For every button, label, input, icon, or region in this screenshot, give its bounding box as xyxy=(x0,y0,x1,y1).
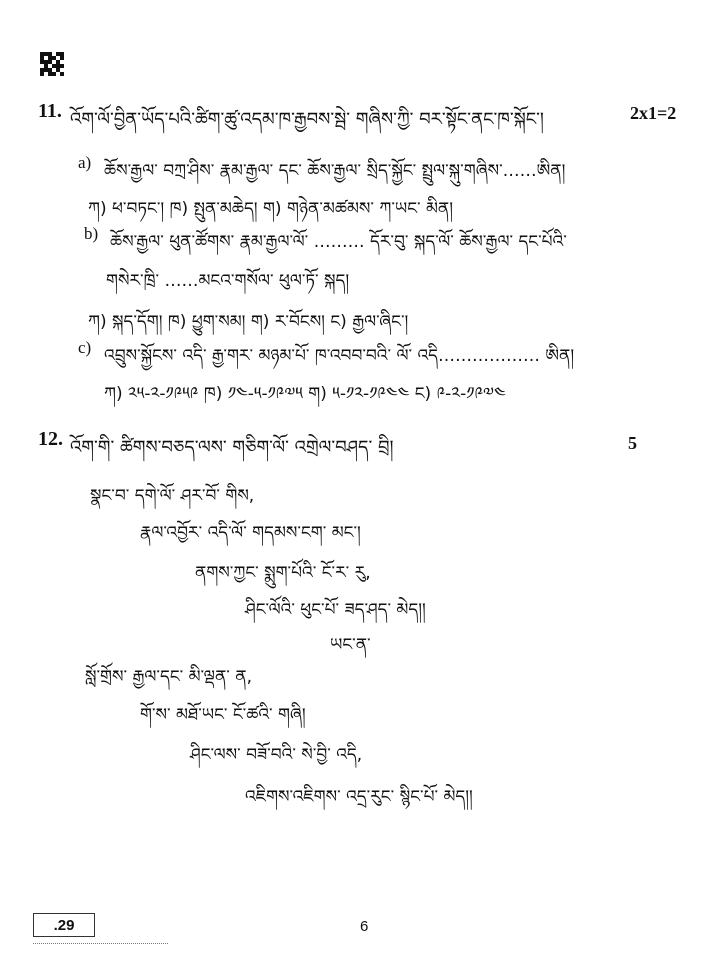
q12-marks: 5 xyxy=(628,433,637,453)
q11-marks: 2x1=2 xyxy=(630,103,677,123)
q11c-label: c) xyxy=(78,338,92,357)
q11b-text2: གསེར་ཁྲི་ ……མངའ་གསོལ་ ཕུལ་ཏོ་ སྐད། xyxy=(106,271,350,291)
poem-line-5: ཡང་ན་ xyxy=(330,635,371,655)
paper-code-box: .29 xyxy=(33,913,95,937)
q11a-text: ཆོས་རྒྱལ་ བཀྲ་ཤིས་ རྣམ་རྒྱལ་ དང་ ཆོས་རྒྱལ་ སྲིད་སྐྱོང་ སྤྲུལ་སྐུ་གཞིས་……ཨིན། xyxy=(104,161,566,181)
q11a-label: a) xyxy=(78,153,92,172)
q11a-options: ཀ) ཕ་བཏང་། ཁ) སྤུན་མཆེད། ག) གཉེན་མཚམས་ ཀ་ཡང་ མིན། xyxy=(88,199,454,219)
q11b-options: ཀ) སྐད་དོག། ཁ) ཕྱུག་སམ། ག) ར་བོངས། ང) རྒྱལ་ཞིང་། xyxy=(88,312,409,332)
q11-text: འོག་ལོ་བྱིན་ཡོད་པའི་ཚིག་ཚུ་འདམ་ཁ་རྒྱབས་སྦེ་ གཞིས་ཀྱི་ བར་སྟོང་ནང་ཁ་སྐོང་། xyxy=(70,109,544,130)
q12-text: འོག་གི་ ཚིགས་བཅད་ལས་ གཅིག་ལོ་ འགྲེལ་བཤད་ བྲི། xyxy=(70,437,394,458)
q11c-text: འབྲུས་སྐྱོངས་ འདི་ རྒྱ་གར་ མཉམ་པོ་ ཁ་འབབ་བའི་ ལོ་ འདི……………… ཨིན། xyxy=(104,346,575,366)
q11b-text: ཆོས་རྒྱལ་ ཕུན་ཚོགས་ རྣམ་རྒྱལ་ལོ་ ……… དོར་བུ་ སྐད་ལོ་ ཆོས་རྒྱལ་ དང་པོའི་ xyxy=(110,232,567,252)
qr-code-icon xyxy=(40,52,64,76)
q11c-options: ཀ) ༢༥-༢-༡༩༥༩ ཁ) ༡༤-༥-༡༩༧༥ ག) ༥-༡༢-༡༩༤༤ ང) ༩-༢-༡༩༧༤ xyxy=(104,384,506,404)
poem-line-9: འཇིགས་འཇིགས་ འདྲ་རུང་ སྙིང་པོ་ མེད།། xyxy=(245,787,473,807)
page-number: 6 xyxy=(360,918,369,935)
footer-divider xyxy=(33,943,168,944)
poem-line-6: སློ་གྲོས་ རྒྱལ་དང་ མི་ལྡན་ ན, xyxy=(85,667,252,687)
q11b-label: b) xyxy=(84,224,99,243)
poem-line-1: སྣང་བ་ དགེ་ལོ་ ཤར་བོ་ གིས, xyxy=(90,486,255,506)
q12-number: 12. xyxy=(38,428,63,450)
poem-line-4: ཤིང་ལོའི་ ཕུང་པོ་ ཟད་ཤད་ མེད།། xyxy=(245,600,426,620)
poem-line-7: གོ་ས་ མཐོ་ཡང་ ངོ་ཚའི་ གཞི། xyxy=(140,705,306,725)
q11-number: 11. xyxy=(38,100,62,122)
poem-line-3: ནགས་ཀྱང་ སྨུག་པོའི་ ངོ་ར་ རུ, xyxy=(195,563,371,583)
poem-line-2: རྣལ་འབྱོར་ འདི་ལོ་ གདམས་ངག་ མང་། xyxy=(140,523,361,543)
poem-line-8: ཤིང་ལས་ བཟོ་བའི་ སེ་བྱི་ འདི, xyxy=(190,745,363,765)
